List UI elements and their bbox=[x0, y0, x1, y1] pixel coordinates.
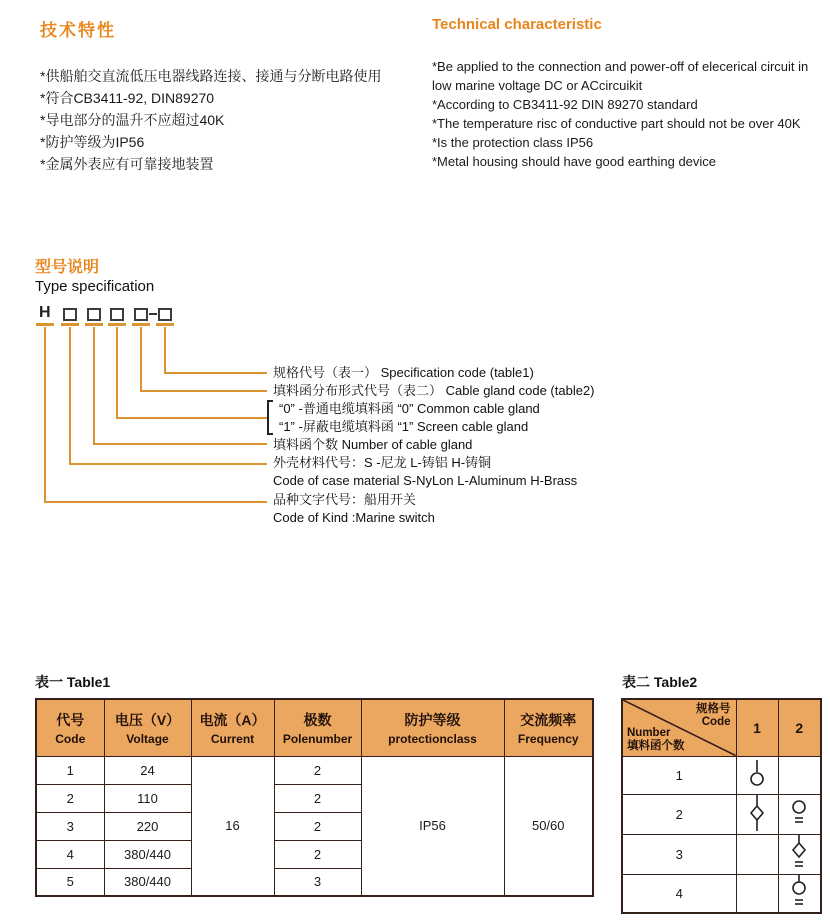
cell-gland-number: 3 bbox=[622, 834, 736, 874]
gland-symbol-cell bbox=[778, 874, 821, 913]
table1-caption: 表一 Table1 bbox=[35, 674, 111, 690]
table-row bbox=[622, 794, 821, 834]
gland-symbol-icon bbox=[789, 875, 809, 912]
table1-header-frequency: 交流频率 Frequency bbox=[504, 699, 593, 756]
table1-header-row bbox=[36, 699, 593, 756]
connector-line bbox=[116, 417, 267, 419]
connector-line bbox=[93, 327, 95, 445]
cell-voltage: 380/440 bbox=[104, 868, 191, 896]
table-row bbox=[622, 756, 821, 794]
tech-item: *供船舶交直流低压电器线路连接、接通与分断电路使用 bbox=[40, 68, 382, 84]
connector-line bbox=[69, 463, 267, 465]
cell-protection-merged: IP56 bbox=[361, 756, 504, 896]
tech-list-en bbox=[432, 57, 824, 171]
table2-header-col1: 1 bbox=[736, 699, 778, 756]
tech-section-cn bbox=[40, 16, 428, 175]
tech-item: *金属外表应有可靠接地装置 bbox=[40, 156, 214, 172]
label-material-en: Code of case material S-NyLon L-Aluminum H-Brass bbox=[273, 473, 578, 488]
table1-header-voltage: 电压（V） Voltage bbox=[104, 699, 191, 756]
tech-item: *导电部分的温升不应超过40K bbox=[40, 112, 225, 128]
model-code-box-5 bbox=[158, 308, 172, 321]
table1-header-current: 电流（A） Current bbox=[191, 699, 274, 756]
connector-line bbox=[44, 327, 46, 503]
tech-item: *According to CB3411-92 DIN 89270 standard bbox=[432, 97, 698, 112]
gland-symbol-cell bbox=[778, 794, 821, 834]
tech-list-cn bbox=[40, 65, 428, 175]
cell-voltage: 110 bbox=[104, 784, 191, 812]
table1-header-protection: 防护等级 protectionclass bbox=[361, 699, 504, 756]
tech-section-en bbox=[432, 16, 824, 171]
gland-symbol-icon bbox=[747, 795, 767, 834]
table2-diagonal-header bbox=[622, 699, 736, 756]
connector-line bbox=[69, 327, 71, 465]
cell-pole: 2 bbox=[274, 784, 361, 812]
table2-header-row bbox=[622, 699, 821, 756]
tech-item: *Be applied to the connection and power-off of elecerical circuit in low marine voltage DC or ACcircuikit bbox=[432, 59, 809, 93]
gland-symbol-cell bbox=[778, 756, 821, 794]
gland-symbol-cell bbox=[736, 756, 778, 794]
type-spec-title-en: Type specification bbox=[35, 278, 155, 295]
underline-bar bbox=[132, 323, 150, 326]
label-material-cn: 外壳材料代号：S -尼龙 L-铸铝 H-铸铜 bbox=[273, 455, 492, 470]
label-option-0: “0” -普通电缆填料函 “0” Common cable gland bbox=[279, 401, 540, 416]
cell-frequency-merged: 50/60 bbox=[504, 756, 593, 896]
option-bracket bbox=[267, 400, 273, 435]
cell-pole: 2 bbox=[274, 840, 361, 868]
gland-symbol-cell bbox=[736, 874, 778, 913]
cell-gland-number: 1 bbox=[622, 756, 736, 794]
cell-pole: 3 bbox=[274, 868, 361, 896]
table2-header-col2: 2 bbox=[778, 699, 821, 756]
cell-voltage: 380/440 bbox=[104, 840, 191, 868]
cell-pole: 2 bbox=[274, 756, 361, 784]
connector-line bbox=[93, 443, 267, 445]
gland-symbol-icon bbox=[747, 759, 767, 792]
connector-line bbox=[140, 327, 142, 392]
model-code-box-2 bbox=[87, 308, 101, 321]
cell-gland-number: 4 bbox=[622, 874, 736, 913]
model-code-prefix: H bbox=[39, 304, 51, 321]
cell-current-merged: 16 bbox=[191, 756, 274, 896]
table2 bbox=[621, 698, 822, 914]
label-option-1: “1” -屏蔽电缆填料函 “1” Screen cable gland bbox=[279, 419, 529, 434]
gland-symbol-cell bbox=[736, 794, 778, 834]
table2-caption: 表二 Table2 bbox=[622, 674, 698, 690]
gland-symbol-icon bbox=[789, 799, 809, 830]
underline-bar bbox=[108, 323, 126, 326]
connector-line bbox=[44, 501, 267, 503]
tech-item: *The temperature risc of conductive part should not be over 40K bbox=[432, 116, 801, 131]
label-kind-cn: 品种文字代号：船用开关 bbox=[273, 492, 417, 507]
cell-code: 4 bbox=[36, 840, 104, 868]
table1-header-code: 代号 Code bbox=[36, 699, 104, 756]
table1 bbox=[35, 698, 594, 897]
underline-bar bbox=[36, 323, 54, 326]
table2-header-number-label: Number 填料函个数 bbox=[627, 726, 685, 752]
tech-title-cn: 技术特性 bbox=[40, 21, 116, 40]
gland-symbol-cell bbox=[736, 834, 778, 874]
label-gland-code: 填料函分布形式代号（表二） Cable gland code (table2) bbox=[273, 383, 595, 398]
tech-title-en: Technical characteristic bbox=[432, 16, 602, 33]
table2-header-code-label: 规格号 Code bbox=[696, 703, 731, 728]
type-spec-title-cn: 型号说明 bbox=[35, 259, 100, 276]
table-row bbox=[622, 874, 821, 913]
table-row bbox=[36, 756, 593, 784]
label-kind-en: Code of Kind :Marine switch bbox=[273, 510, 435, 525]
gland-symbol-icon bbox=[789, 835, 809, 874]
connector-line bbox=[116, 327, 118, 419]
cell-voltage: 24 bbox=[104, 756, 191, 784]
cell-gland-number: 2 bbox=[622, 794, 736, 834]
label-spec-code: 规格代号（表一） Specification code (table1) bbox=[273, 365, 534, 380]
table-row bbox=[622, 834, 821, 874]
model-code-box-3 bbox=[110, 308, 124, 321]
tech-item: *Is the protection class IP56 bbox=[432, 135, 594, 150]
tech-item: *防护等级为IP56 bbox=[40, 134, 145, 150]
model-code-box-4 bbox=[134, 308, 148, 321]
model-code-dash bbox=[149, 313, 157, 315]
table1-header-polenumber: 极数 Polenumber bbox=[274, 699, 361, 756]
gland-symbol-cell bbox=[778, 834, 821, 874]
cell-code: 2 bbox=[36, 784, 104, 812]
connector-line bbox=[164, 327, 166, 374]
label-gland-number: 填料函个数 Number of cable gland bbox=[273, 437, 473, 452]
connector-line bbox=[164, 372, 267, 374]
cell-code: 5 bbox=[36, 868, 104, 896]
cell-code: 3 bbox=[36, 812, 104, 840]
cell-code: 1 bbox=[36, 756, 104, 784]
underline-bar bbox=[156, 323, 174, 326]
underline-bar bbox=[85, 323, 103, 326]
tech-item: *符合CB3411-92, DIN89270 bbox=[40, 90, 215, 106]
connector-line bbox=[140, 390, 267, 392]
tech-item: *Metal housing should have good earthing device bbox=[432, 154, 717, 169]
model-code-box-1 bbox=[63, 308, 77, 321]
underline-bar bbox=[61, 323, 79, 326]
cell-pole: 2 bbox=[274, 812, 361, 840]
cell-voltage: 220 bbox=[104, 812, 191, 840]
